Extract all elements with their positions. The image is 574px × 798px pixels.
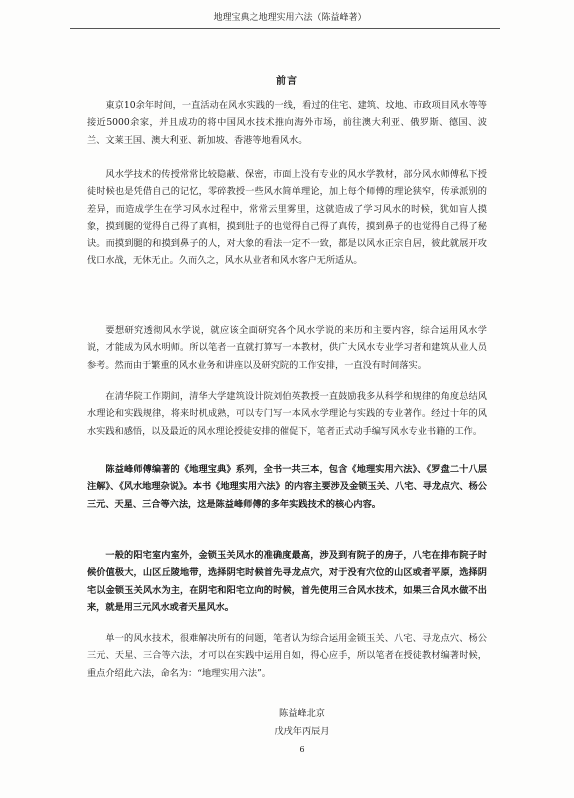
running-header: 地理宝典之地理实用六法（陈益峰著） bbox=[213, 13, 367, 23]
paragraph-intro: 東京10余年时间，一直活动在风水实践的一线，看过的住宅、建筑、坟地、市政项目风水等等接近5000余家，并且成功的将中国风水技术推向海外市场，前往澳大利亚、俄罗斯、德国、波兰、文莱王国、澳大利亚、新加坡、香港等地看风水。 bbox=[87, 100, 487, 146]
section-title: 前言 bbox=[276, 76, 298, 87]
paragraph-research: 要想研究透彻风水学说，就应该全面研究各个风水学说的来历和主要内容，综合运用风水学说，才能成为风水明师。所以笔者一直就打算写一本教材，供广大风水专业学习者和建筑从业人员参考。然而由于繁重的风水业务和讲座以及研究院的工作安排，一直没有时间落实。 bbox=[87, 325, 487, 371]
signature-author: 陈益峰北京 bbox=[279, 708, 325, 719]
paragraph-series: 陈益峰师傅编著的《地理宝典》系列，全书一共三本，包含《地理实用六法》、《罗盘二十八层注解》、《风水地理杂说》。本书《地理实用六法》的内容主要涉及金锁玉关、八宅、寻龙点穴、杨公三元、天星、三合等六法，这是陈益峰师傅的多年实践技术的核心内容。 bbox=[87, 464, 487, 510]
paragraph-transmission: 风水学技术的传授常常比较隐蔽、保密，市面上没有专业的风水学教材，部分风水师傅私下授徒时候也是凭借自己的记忆，零碎教授一些风水简单理论，加上每个师傅的理论狭窄，传承派别的差异，而造成学生在学习风水过程中，常常云里雾里，这就造成了学习风水的时候，犹如盲人摸象，摸到腿的觉得自己得了真相，摸到肚子的也觉得自己得了真传，摸到鼻子的也觉得自己得了秘诀。而摸到腿的和摸到鼻子的人，对大象的看法一定不一致，都是以风水正宗自居，彼此就展开攻伐口水战，无休无止。久而久之，风水从业者和风水客户无所适从。 bbox=[87, 169, 487, 267]
paragraph-conclusion: 单一的风水技术，很难解决所有的问题，笔者认为综合运用金锁玉关、八宅、寻龙点穴、杨公三元、天星、三合等六法，才可以在实践中运用自如，得心应手，所以笔者在授徒教材编著时候，重点介绍此六法，命名为：“地理实用六法”。 bbox=[87, 633, 487, 679]
page-number: 6 bbox=[299, 745, 305, 754]
paragraph-methods: 一般的阳宅室内室外，金锁玉关风水的准确度最高，涉及到有院子的房子，八宅在排布院子时候价值极大，山区丘陵地带，选择阴宅时候首先寻龙点穴，对于没有穴位的山区或者平原，选择阴宅以金锁玉关风水为主，在阴宅和阳宅立向的时候，首先使用三合风水技术，如果三合风水做不出来，就是用三元风水或者天星风水。 bbox=[87, 550, 487, 613]
paragraph-tsinghua: 在清华院工作期间，清华大学建筑设计院刘伯英教授一直鼓励我多从科学和规律的角度总结风水理论和实践规律，将来时机成熟，可以专门写一本风水学理论与实践的专业著作。经过十年的风水实践和感悟，以及最近的风水理论授徒安排的催促下，笔者正式动手编写风水专业书籍的工作。 bbox=[87, 391, 487, 437]
header-divider bbox=[70, 28, 500, 29]
signature-date: 戊戌年丙辰月 bbox=[274, 726, 330, 737]
